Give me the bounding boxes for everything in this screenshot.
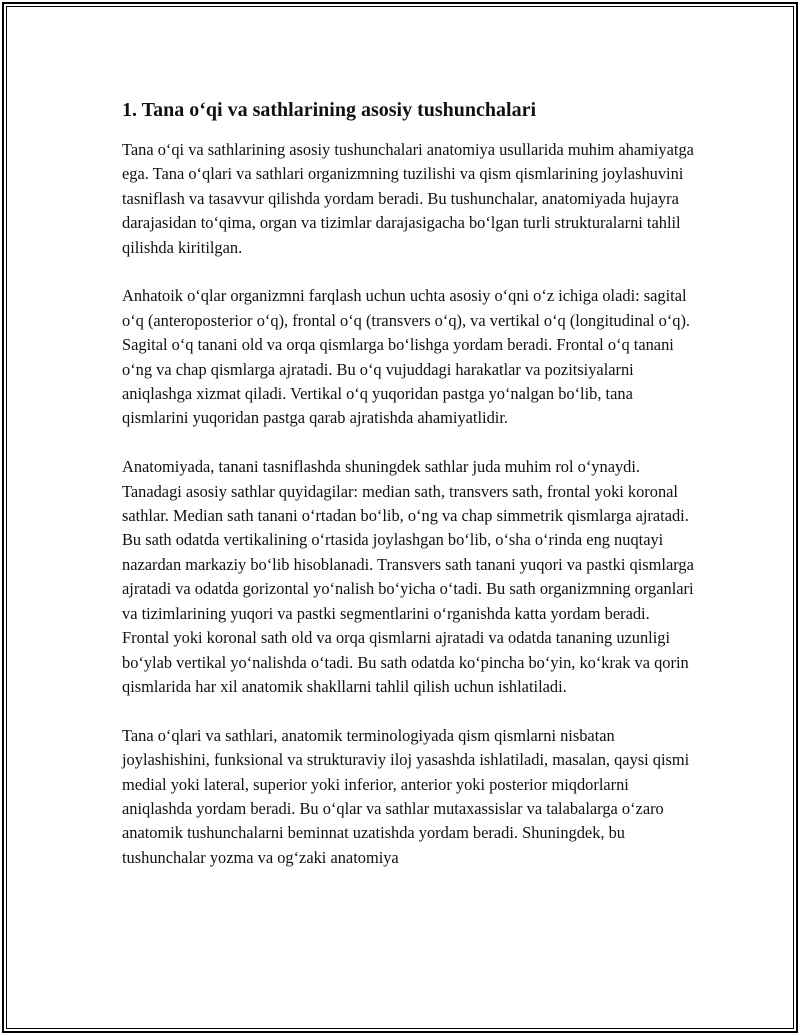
paragraph-axes: Anhatoik o‘qlar organizmni farqlash uchun uchta asosiy o‘qni o‘z ichiga oladi: sagital o‘q (anteroposterior o‘q), frontal o‘q (transvers o‘q), va vertikal o‘q (longitudinal o‘q). Sagital o‘q tanani old va orqa qismlarga bo‘lishga yordam beradi. Frontal o‘q tanani o‘ng va chap qismlarga ajratadi. Bu o‘q vujuddagi harakatlar va pozitsiyalarni aniqlashga xizmat qiladi. Vertikal o‘q yuqoridan pastga yo‘nalgan bo‘lib, tana qismlarini yuqoridan pastga qarab ajratishda ahamiyatlidir. <box>122 286 691 428</box>
paragraph-intro: Tana o‘qi va sathlarining asosiy tushunchalari anatomiya usullarida muhim ahamiyatga ega. Tana o‘qlari va sathlari organizmning tuzilishi va qism qismlarining joylashuvini tasniflash va tasavvur qilishda yordam beradi. Bu tushunchalar, anatomiyada hujayra darajasidan to‘qima, organ va tizimlar darajasigacha bo‘lgan turli strukturalarni tahlil qilishda kiritilgan. <box>122 140 694 257</box>
paragraph-terminology: Tana o‘qlari va sathlari, anatomik terminologiyada qism qismlarni nisbatan joylashishini, funksional va strukturaviy iloj yasashda ishlatiladi, masalan, qaysi qismi medial yoki lateral, superior yoki inferior, anterior yoki posterior miqdorlarni aniqlashda yordam beradi. Bu o‘qlar va sathlar mutaxassislar va talabalarga o‘zaro anatomik tushunchalarni beminnat uzatishda yordam beradi. Shuningdek, bu tushunchalar yozma va og‘zaki anatomiya <box>122 725 690 867</box>
page-frame <box>2 2 798 1033</box>
document-body <box>122 96 694 895</box>
section-heading: 1. Tana o‘qi va sathlarining asosiy tushunchalari <box>122 99 537 121</box>
paragraph-planes: Anatomiyada, tanani tasniflashda shuningdek sathlar juda muhim rol o‘ynaydi. Tanadagi asosiy sathlar quyidagilar: median sath, transvers sath, frontal yoki koronal sathlar. Median sath tanani o‘rtadan bo‘lib, o‘ng va chap simmetrik qismlarga ajratadi. Bu sath odatda vertikalining o‘rtasida joylashgan bo‘lib, o‘sha o‘rinda eng nuqtayi nazardan markaziy bo‘lib hisoblanadi. Transvers sath tanani yuqori va pastki qismlarga ajratadi va odatda gorizontal yo‘nalish bo‘yicha o‘tadi. Bu sath organizmning organlari va tizimlarining yuqori va pastki segmentlarini o‘rganishda katta yordam beradi. Frontal yoki koronal sath old va orqa qismlarni ajratadi va odatda tananing uzunligi bo‘ylab vertikal yo‘nalishda o‘tadi. Bu sath odatda ko‘pincha bo‘yin, ko‘krak va qorin qismlarida har xil anatomik shakllarni tahlil qilish uchun ishlatiladi. <box>122 457 694 696</box>
